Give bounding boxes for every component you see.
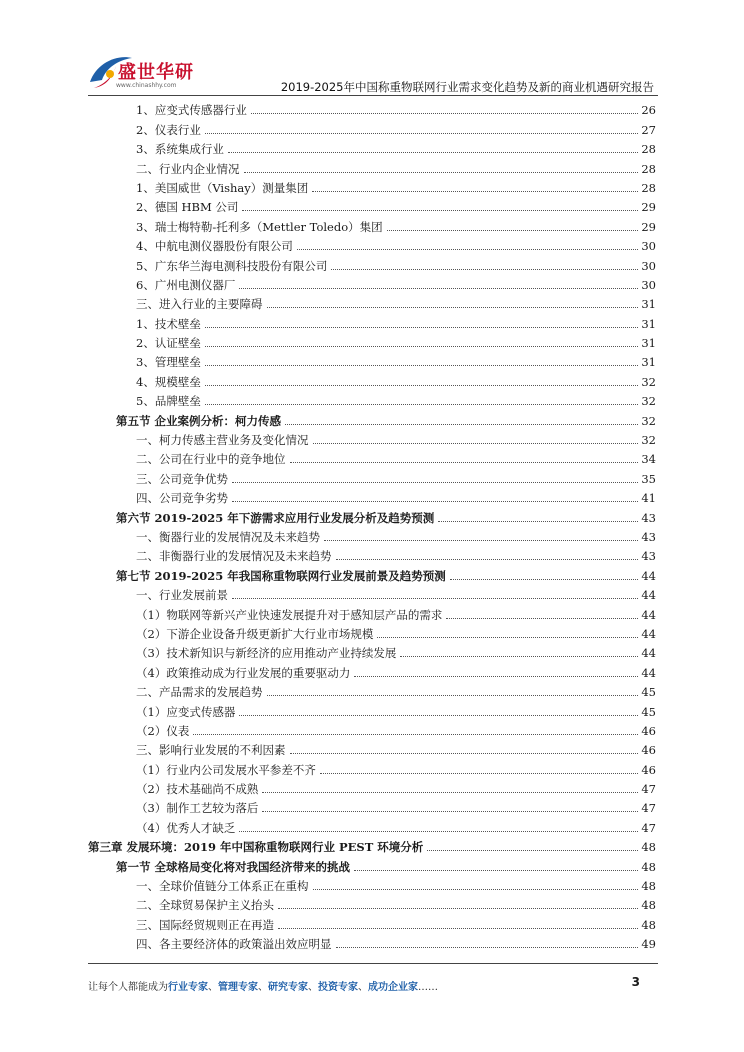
toc-entry-label: 第六节 2019-2025 年下游需求应用行业发展分析及趋势预测: [116, 510, 435, 525]
toc-leader-dots: [320, 773, 638, 774]
slogan-highlight: 投资专家: [318, 982, 358, 993]
toc-leader-dots: [313, 443, 639, 444]
toc-entry[interactable]: [88, 467, 656, 486]
toc-entry-label: 二、全球贸易保护主义抬头: [136, 898, 274, 913]
toc-leader-dots: [262, 792, 638, 793]
toc-entry-page: 35: [641, 471, 656, 486]
toc-entry[interactable]: [88, 623, 656, 642]
toc-entry-page: 32: [641, 394, 656, 409]
toc-leader-dots: [297, 249, 638, 250]
toc-entry-label: 5、广东华兰海电测科技股份有限公司: [136, 258, 328, 273]
toc-leader-dots: [244, 172, 639, 173]
toc-leader-dots: [290, 462, 639, 463]
toc-entry-page: 48: [641, 879, 656, 894]
toc-leader-dots: [331, 269, 638, 270]
toc-leader-dots: [377, 637, 638, 638]
toc-entry-label: 3、管理壁垒: [136, 355, 201, 370]
toc-entry[interactable]: [88, 506, 656, 525]
toc-leader-dots: [239, 288, 638, 289]
toc-entry-page: 48: [641, 840, 656, 855]
toc-entry[interactable]: [88, 332, 656, 351]
toc-entry-page: 44: [641, 626, 656, 641]
toc-entry-page: 46: [641, 762, 656, 777]
toc-entry-page: 46: [641, 743, 656, 758]
toc-leader-dots: [267, 695, 639, 696]
toc-entry-label: 一、衡器行业的发展情况及未来趋势: [136, 529, 320, 544]
toc-leader-dots: [427, 850, 638, 851]
toc-entry-label: （3）技术新知识与新经济的应用推动产业持续发展: [136, 646, 397, 661]
toc-entry-label: 1、美国威世（Vishay）测量集团: [136, 180, 309, 195]
footer-divider: [88, 963, 658, 964]
toc-entry-label: 四、公司竞争劣势: [136, 491, 228, 506]
toc-entry[interactable]: [88, 816, 656, 835]
toc-entry-label: （1）行业内公司发展水平参差不齐: [136, 762, 316, 777]
toc-entry-label: 3、系统集成行业: [136, 142, 224, 157]
toc-entry[interactable]: [88, 778, 656, 797]
toc-entry[interactable]: [88, 933, 656, 952]
toc-leader-dots: [239, 831, 638, 832]
toc-entry[interactable]: [88, 836, 656, 855]
toc-entry-label: 一、行业发展前景: [136, 588, 228, 603]
toc-entry[interactable]: [88, 564, 656, 583]
page-number: 3: [631, 975, 640, 989]
toc-entry-label: 二、行业内企业情况: [136, 161, 240, 176]
footer-slogan: 让每个人都能成为行业专家、管理专家、研究专家、投资专家、成功企业家……: [88, 982, 438, 993]
toc-entry[interactable]: [88, 875, 656, 894]
table-of-contents: [88, 99, 656, 952]
toc-entry[interactable]: [88, 584, 656, 603]
toc-entry[interactable]: [88, 157, 656, 176]
toc-entry-page: 48: [641, 859, 656, 874]
toc-leader-dots: [239, 715, 638, 716]
toc-entry-label: 1、技术壁垒: [136, 316, 201, 331]
toc-entry-label: 四、各主要经济体的政策溢出效应明显: [136, 937, 332, 952]
toc-entry[interactable]: [88, 642, 656, 661]
toc-entry-label: （1）物联网等新兴产业快速发展提升对于感知层产品的需求: [136, 607, 443, 622]
toc-leader-dots: [262, 811, 638, 812]
toc-entry[interactable]: [88, 293, 656, 312]
toc-leader-dots: [285, 424, 638, 425]
toc-entry-label: 三、进入行业的主要障碍: [136, 297, 263, 312]
toc-leader-dots: [450, 579, 638, 580]
toc-entry[interactable]: [88, 429, 656, 448]
slogan-highlight: 行业专家: [168, 982, 208, 993]
toc-entry-page: 27: [641, 122, 656, 137]
toc-entry[interactable]: [88, 99, 656, 118]
toc-entry[interactable]: [88, 274, 656, 293]
toc-leader-dots: [205, 133, 638, 134]
toc-entry[interactable]: [88, 390, 656, 409]
logo-url: www.chinashhy.com: [116, 82, 177, 89]
toc-entry-label: 第七节 2019-2025 年我国称重物联网行业发展前景及趋势预测: [116, 568, 446, 583]
toc-entry-label: （2）仪表: [136, 723, 190, 738]
toc-leader-dots: [232, 598, 638, 599]
toc-entry-page: 47: [641, 820, 656, 835]
toc-entry-page: 43: [641, 529, 656, 544]
toc-leader-dots: [228, 152, 638, 153]
toc-entry-page: 30: [641, 277, 656, 292]
logo-text: 盛世华研: [118, 62, 194, 83]
toc-entry-page: 48: [641, 917, 656, 932]
toc-entry[interactable]: [88, 370, 656, 389]
toc-entry[interactable]: [88, 487, 656, 506]
toc-entry[interactable]: [88, 138, 656, 157]
toc-entry[interactable]: [88, 545, 656, 564]
toc-leader-dots: [205, 327, 638, 328]
toc-leader-dots: [290, 753, 639, 754]
toc-entry[interactable]: [88, 855, 656, 874]
toc-leader-dots: [232, 501, 638, 502]
toc-entry-page: 44: [641, 665, 656, 680]
toc-entry-page: 32: [641, 413, 656, 428]
toc-leader-dots: [387, 230, 638, 231]
toc-entry-page: 48: [641, 898, 656, 913]
toc-entry[interactable]: [88, 603, 656, 622]
toc-entry-label: （2）下游企业设备升级更新扩大行业市场规模: [136, 626, 374, 641]
toc-entry[interactable]: [88, 196, 656, 215]
toc-entry[interactable]: [88, 700, 656, 719]
toc-entry-page: 43: [641, 549, 656, 564]
toc-entry[interactable]: [88, 739, 656, 758]
toc-leader-dots: [193, 734, 638, 735]
toc-entry[interactable]: [88, 720, 656, 739]
toc-leader-dots: [232, 482, 638, 483]
toc-entry-page: 31: [641, 297, 656, 312]
toc-entry-label: （1）应变式传感器: [136, 704, 236, 719]
toc-entry-page: 26: [641, 103, 656, 118]
toc-entry-label: 二、非衡器行业的发展情况及未来趋势: [136, 549, 332, 564]
toc-entry-label: 一、全球价值链分工体系正在重构: [136, 879, 309, 894]
toc-entry-page: 45: [641, 685, 656, 700]
toc-entry-page: 28: [641, 161, 656, 176]
toc-entry[interactable]: [88, 177, 656, 196]
toc-entry-label: 5、品牌壁垒: [136, 394, 201, 409]
toc-entry[interactable]: [88, 118, 656, 137]
toc-entry-label: 6、广州电测仪器厂: [136, 277, 236, 292]
toc-entry-page: 44: [641, 607, 656, 622]
toc-entry[interactable]: [88, 409, 656, 428]
toc-entry[interactable]: [88, 797, 656, 816]
toc-leader-dots: [336, 947, 639, 948]
toc-entry-page: 44: [641, 646, 656, 661]
toc-leader-dots: [267, 307, 639, 308]
toc-entry[interactable]: [88, 312, 656, 331]
toc-leader-dots: [336, 559, 639, 560]
toc-leader-dots: [354, 870, 638, 871]
toc-leader-dots: [400, 656, 638, 657]
toc-entry-label: 第三章 发展环境：2019 年中国称重物联网行业 PEST 环境分析: [88, 840, 424, 855]
toc-entry-label: 1、应变式传感器行业: [136, 103, 247, 118]
toc-leader-dots: [446, 618, 638, 619]
toc-entry-label: 第五节 企业案例分析：柯力传感: [116, 413, 282, 428]
toc-entry[interactable]: [88, 913, 656, 932]
toc-entry-label: 4、规模壁垒: [136, 374, 201, 389]
toc-entry[interactable]: [88, 448, 656, 467]
toc-entry-page: 47: [641, 782, 656, 797]
toc-leader-dots: [324, 540, 638, 541]
toc-leader-dots: [205, 385, 638, 386]
slogan-highlight: 成功企业家: [368, 982, 418, 993]
toc-entry-page: 32: [641, 433, 656, 448]
toc-leader-dots: [278, 928, 638, 929]
toc-entry[interactable]: [88, 526, 656, 545]
toc-leader-dots: [312, 191, 638, 192]
toc-entry-label: 第一节 全球格局变化将对我国经济带来的挑战: [116, 859, 351, 874]
toc-entry[interactable]: [88, 894, 656, 913]
toc-leader-dots: [205, 346, 638, 347]
toc-entry-page: 28: [641, 180, 656, 195]
toc-entry-page: 44: [641, 568, 656, 583]
toc-entry-page: 30: [641, 239, 656, 254]
toc-entry-page: 45: [641, 704, 656, 719]
toc-entry-page: 44: [641, 588, 656, 603]
page-header: [0, 0, 744, 100]
toc-leader-dots: [438, 521, 638, 522]
toc-entry[interactable]: [88, 215, 656, 234]
toc-entry[interactable]: [88, 681, 656, 700]
toc-entry-page: 29: [641, 200, 656, 215]
toc-leader-dots: [313, 889, 639, 890]
toc-entry-label: 2、仪表行业: [136, 122, 201, 137]
toc-entry-label: 3、瑞士梅特勒-托利多（Mettler Toledo）集团: [136, 219, 383, 234]
toc-entry[interactable]: [88, 254, 656, 273]
toc-entry-label: 三、公司竞争优势: [136, 471, 228, 486]
toc-entry-label: （4）优秀人才缺乏: [136, 820, 236, 835]
toc-entry[interactable]: [88, 661, 656, 680]
toc-entry-label: 2、认证壁垒: [136, 336, 201, 351]
toc-entry[interactable]: [88, 351, 656, 370]
toc-leader-dots: [242, 210, 638, 211]
toc-entry-label: 三、影响行业发展的不利因素: [136, 743, 286, 758]
toc-entry-label: 2、德国 HBM 公司: [136, 200, 239, 215]
slogan-highlight: 管理专家: [218, 982, 258, 993]
toc-entry-page: 32: [641, 374, 656, 389]
toc-entry-page: 31: [641, 316, 656, 331]
toc-leader-dots: [205, 404, 638, 405]
toc-entry-page: 43: [641, 510, 656, 525]
toc-entry-page: 34: [641, 452, 656, 467]
slogan-prefix: 让每个人都能成为: [88, 982, 168, 993]
toc-entry-label: 一、柯力传感主营业务及变化情况: [136, 433, 309, 448]
toc-entry-label: 二、产品需求的发展趋势: [136, 685, 263, 700]
toc-entry-page: 46: [641, 723, 656, 738]
toc-entry-page: 28: [641, 142, 656, 157]
toc-entry-page: 49: [641, 937, 656, 952]
toc-entry-page: 29: [641, 219, 656, 234]
document-title: 2019-2025年中国称重物联网行业需求变化趋势及新的商业机遇研究报告: [280, 80, 654, 94]
toc-entry[interactable]: [88, 235, 656, 254]
toc-entry-label: （2）技术基础尚不成熟: [136, 782, 259, 797]
toc-entry-page: 47: [641, 801, 656, 816]
header-divider: [88, 95, 658, 96]
slogan-highlight: 研究专家: [268, 982, 308, 993]
slogan-suffix: ……: [418, 982, 438, 993]
toc-entry-label: （3）制作工艺较为落后: [136, 801, 259, 816]
toc-leader-dots: [354, 676, 638, 677]
toc-leader-dots: [278, 908, 638, 909]
toc-leader-dots: [251, 113, 638, 114]
toc-entry-page: 41: [641, 491, 656, 506]
toc-entry-page: 30: [641, 258, 656, 273]
toc-entry-page: 31: [641, 336, 656, 351]
toc-entry-label: 三、国际经贸规则正在再造: [136, 917, 274, 932]
toc-entry-label: 4、中航电测仪器股份有限公司: [136, 239, 293, 254]
toc-entry[interactable]: [88, 758, 656, 777]
toc-leader-dots: [205, 365, 638, 366]
toc-entry-page: 31: [641, 355, 656, 370]
toc-entry-label: 二、公司在行业中的竞争地位: [136, 452, 286, 467]
toc-entry-label: （4）政策推动成为行业发展的重要驱动力: [136, 665, 351, 680]
